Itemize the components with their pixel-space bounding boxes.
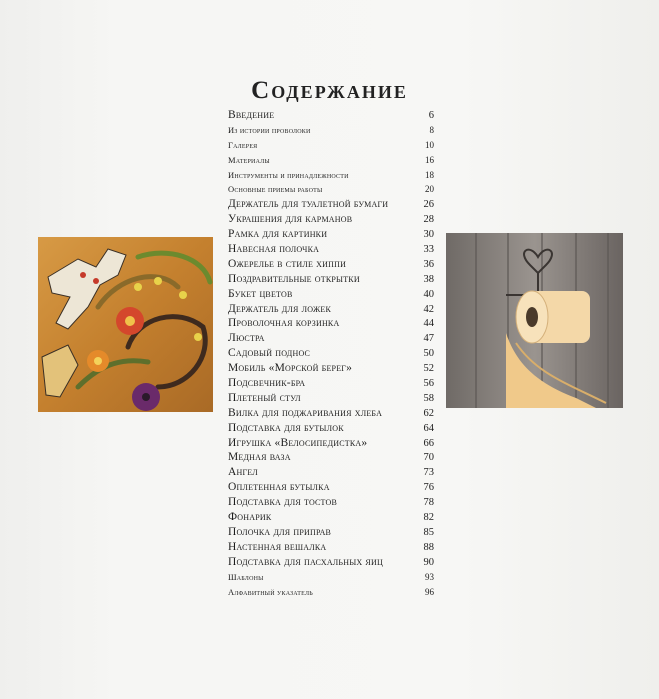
toc-entry-title: Плетеный стул [228, 391, 301, 404]
toc-entry [228, 510, 434, 525]
toc-entry [228, 153, 434, 168]
toc-entry [228, 108, 434, 123]
toc-entry-page-number: 76 [423, 482, 434, 494]
toc-entry [228, 287, 434, 302]
toc-entry-page-number: 96 [425, 586, 434, 597]
toc-entry [228, 197, 434, 212]
toc-entry-title: Мобиль «Морской берег» [228, 362, 353, 375]
toc-entry-page-number: 6 [428, 110, 434, 121]
toc-entry-page-number: 26 [423, 199, 434, 211]
toc-entry-page-number: 42 [423, 303, 434, 315]
table-of-contents [228, 108, 434, 599]
toc-entry [228, 480, 434, 495]
toc-entry [228, 495, 434, 510]
toc-entry-title: Полочка для приправ [228, 525, 332, 538]
toc-entry [228, 450, 434, 465]
toc-entry-page-number: 70 [423, 452, 434, 464]
toc-entry-title: Медная ваза [228, 451, 291, 464]
toilet-paper-holder-photo [446, 233, 623, 408]
toc-entry-title: Материалы [228, 154, 270, 165]
toc-entry-title: Алфавитный указатель [228, 586, 313, 597]
toc-entry [228, 123, 434, 138]
toc-entry-title: Шаблоны [228, 571, 264, 582]
toc-entry-page-number: 56 [423, 378, 434, 390]
toc-entry-title: Поздравительные открытки [228, 272, 360, 285]
toc-entry-title: Игрушка «Велосипедистка» [228, 436, 368, 449]
toc-entry-title: Рамка для картинки [228, 228, 328, 241]
toc-entry-page-number: 30 [423, 229, 434, 241]
toc-entry-title: Ангел [228, 466, 258, 479]
toc-entry [228, 242, 434, 257]
toc-entry-title: Подставка для бутылок [228, 421, 344, 434]
toc-entry-title: Украшения для карманов [228, 213, 353, 226]
toc-entry [228, 212, 434, 227]
toc-entry-page-number: 52 [423, 363, 434, 375]
toc-entry-title: Люстра [228, 332, 265, 345]
toc-entry-page-number: 90 [423, 556, 434, 568]
toc-entry [228, 346, 434, 361]
toc-entry [228, 465, 434, 480]
toc-entry-page-number: 64 [423, 422, 434, 434]
toc-entry-page-number: 58 [423, 392, 434, 404]
toc-entry-title: Вилка для поджаривания хлеба [228, 406, 383, 419]
toc-entry-page-number: 88 [423, 541, 434, 553]
toc-entry-title: Оплетенная бутылка [228, 481, 330, 494]
toc-entry-page-number: 85 [423, 526, 434, 538]
toilet-paper-illustration [446, 233, 623, 408]
toc-entry-title: Букет цветов [228, 287, 293, 300]
wire-crafts-illustration [38, 237, 213, 412]
toc-entry-title: Проволочная корзинка [228, 317, 340, 330]
page-title: Содержание [251, 76, 408, 104]
toc-entry-page-number: 66 [423, 437, 434, 449]
toc-entry [228, 272, 434, 287]
toc-entry-page-number: 10 [425, 139, 434, 150]
toc-entry [228, 570, 434, 585]
toc-entry-page-number: 93 [425, 571, 434, 582]
toc-entry-page-number: 20 [425, 184, 434, 195]
toc-entry-title: Навесная полочка [228, 243, 320, 256]
toc-entry-title: Подсвечник-бра [228, 377, 306, 390]
toc-entry [228, 540, 434, 555]
toc-entry [228, 227, 434, 242]
toc-entry-title: Садовый поднос [228, 347, 311, 360]
toc-entry [228, 436, 434, 451]
toc-entry [228, 361, 434, 376]
toc-entry-title: Основные приемы работы [228, 184, 323, 195]
toc-entry-page-number: 73 [423, 467, 434, 479]
toc-entry-page-number: 36 [423, 258, 434, 270]
toc-entry-title: Настенная вешалка [228, 540, 327, 553]
toc-entry-title: Галерея [228, 139, 258, 150]
toc-entry-page-number: 82 [423, 512, 434, 524]
toc-entry-page-number: 16 [425, 154, 434, 165]
toc-entry-title: Держатель для ложек [228, 302, 331, 315]
toc-entry-page-number: 18 [425, 169, 434, 180]
toc-entry-title: Подставка для пасхальных яиц [228, 555, 383, 568]
toc-entry [228, 257, 434, 272]
toc-entry [228, 525, 434, 540]
toc-entry-title: Держатель для туалетной бумаги [228, 198, 389, 211]
flower-red [116, 307, 144, 335]
toc-entry-page-number: 44 [423, 318, 434, 330]
toc-entry-page-number: 33 [423, 244, 434, 256]
toc-entry-title: Введение [228, 109, 275, 121]
toc-entry-title: Фонарик [228, 511, 272, 524]
toc-entry-page-number: 62 [423, 407, 434, 419]
toc-entry-title: Инструменты и принадлежности [228, 169, 349, 180]
toc-entry-page-number: 78 [423, 497, 434, 509]
toc-entry [228, 316, 434, 331]
flower-purple [132, 383, 160, 411]
toc-entry-page-number: 40 [423, 288, 434, 300]
toc-entry-page-number: 50 [423, 348, 434, 360]
toc-entry-title: Из истории проволоки [228, 124, 311, 135]
toc-entry [228, 421, 434, 436]
toc-entry-title: Подставка для тостов [228, 496, 338, 509]
flower-orange [87, 350, 109, 372]
toc-entry-title: Ожерелье в стиле хиппи [228, 257, 347, 270]
toc-entry [228, 555, 434, 570]
toc-entry-page-number: 47 [423, 333, 434, 345]
toc-entry-page-number: 38 [423, 273, 434, 285]
toc-entry [228, 138, 434, 153]
wire-crafts-photo [38, 237, 213, 412]
toc-entry [228, 376, 434, 391]
toc-entry [228, 302, 434, 317]
toc-entry [228, 406, 434, 421]
toc-entry-page-number: 8 [429, 124, 434, 135]
toc-entry [228, 391, 434, 406]
toc-entry [228, 168, 434, 183]
toc-entry-page-number: 28 [423, 214, 434, 226]
toc-entry [228, 331, 434, 346]
toc-entry [228, 182, 434, 197]
toc-entry [228, 585, 434, 600]
